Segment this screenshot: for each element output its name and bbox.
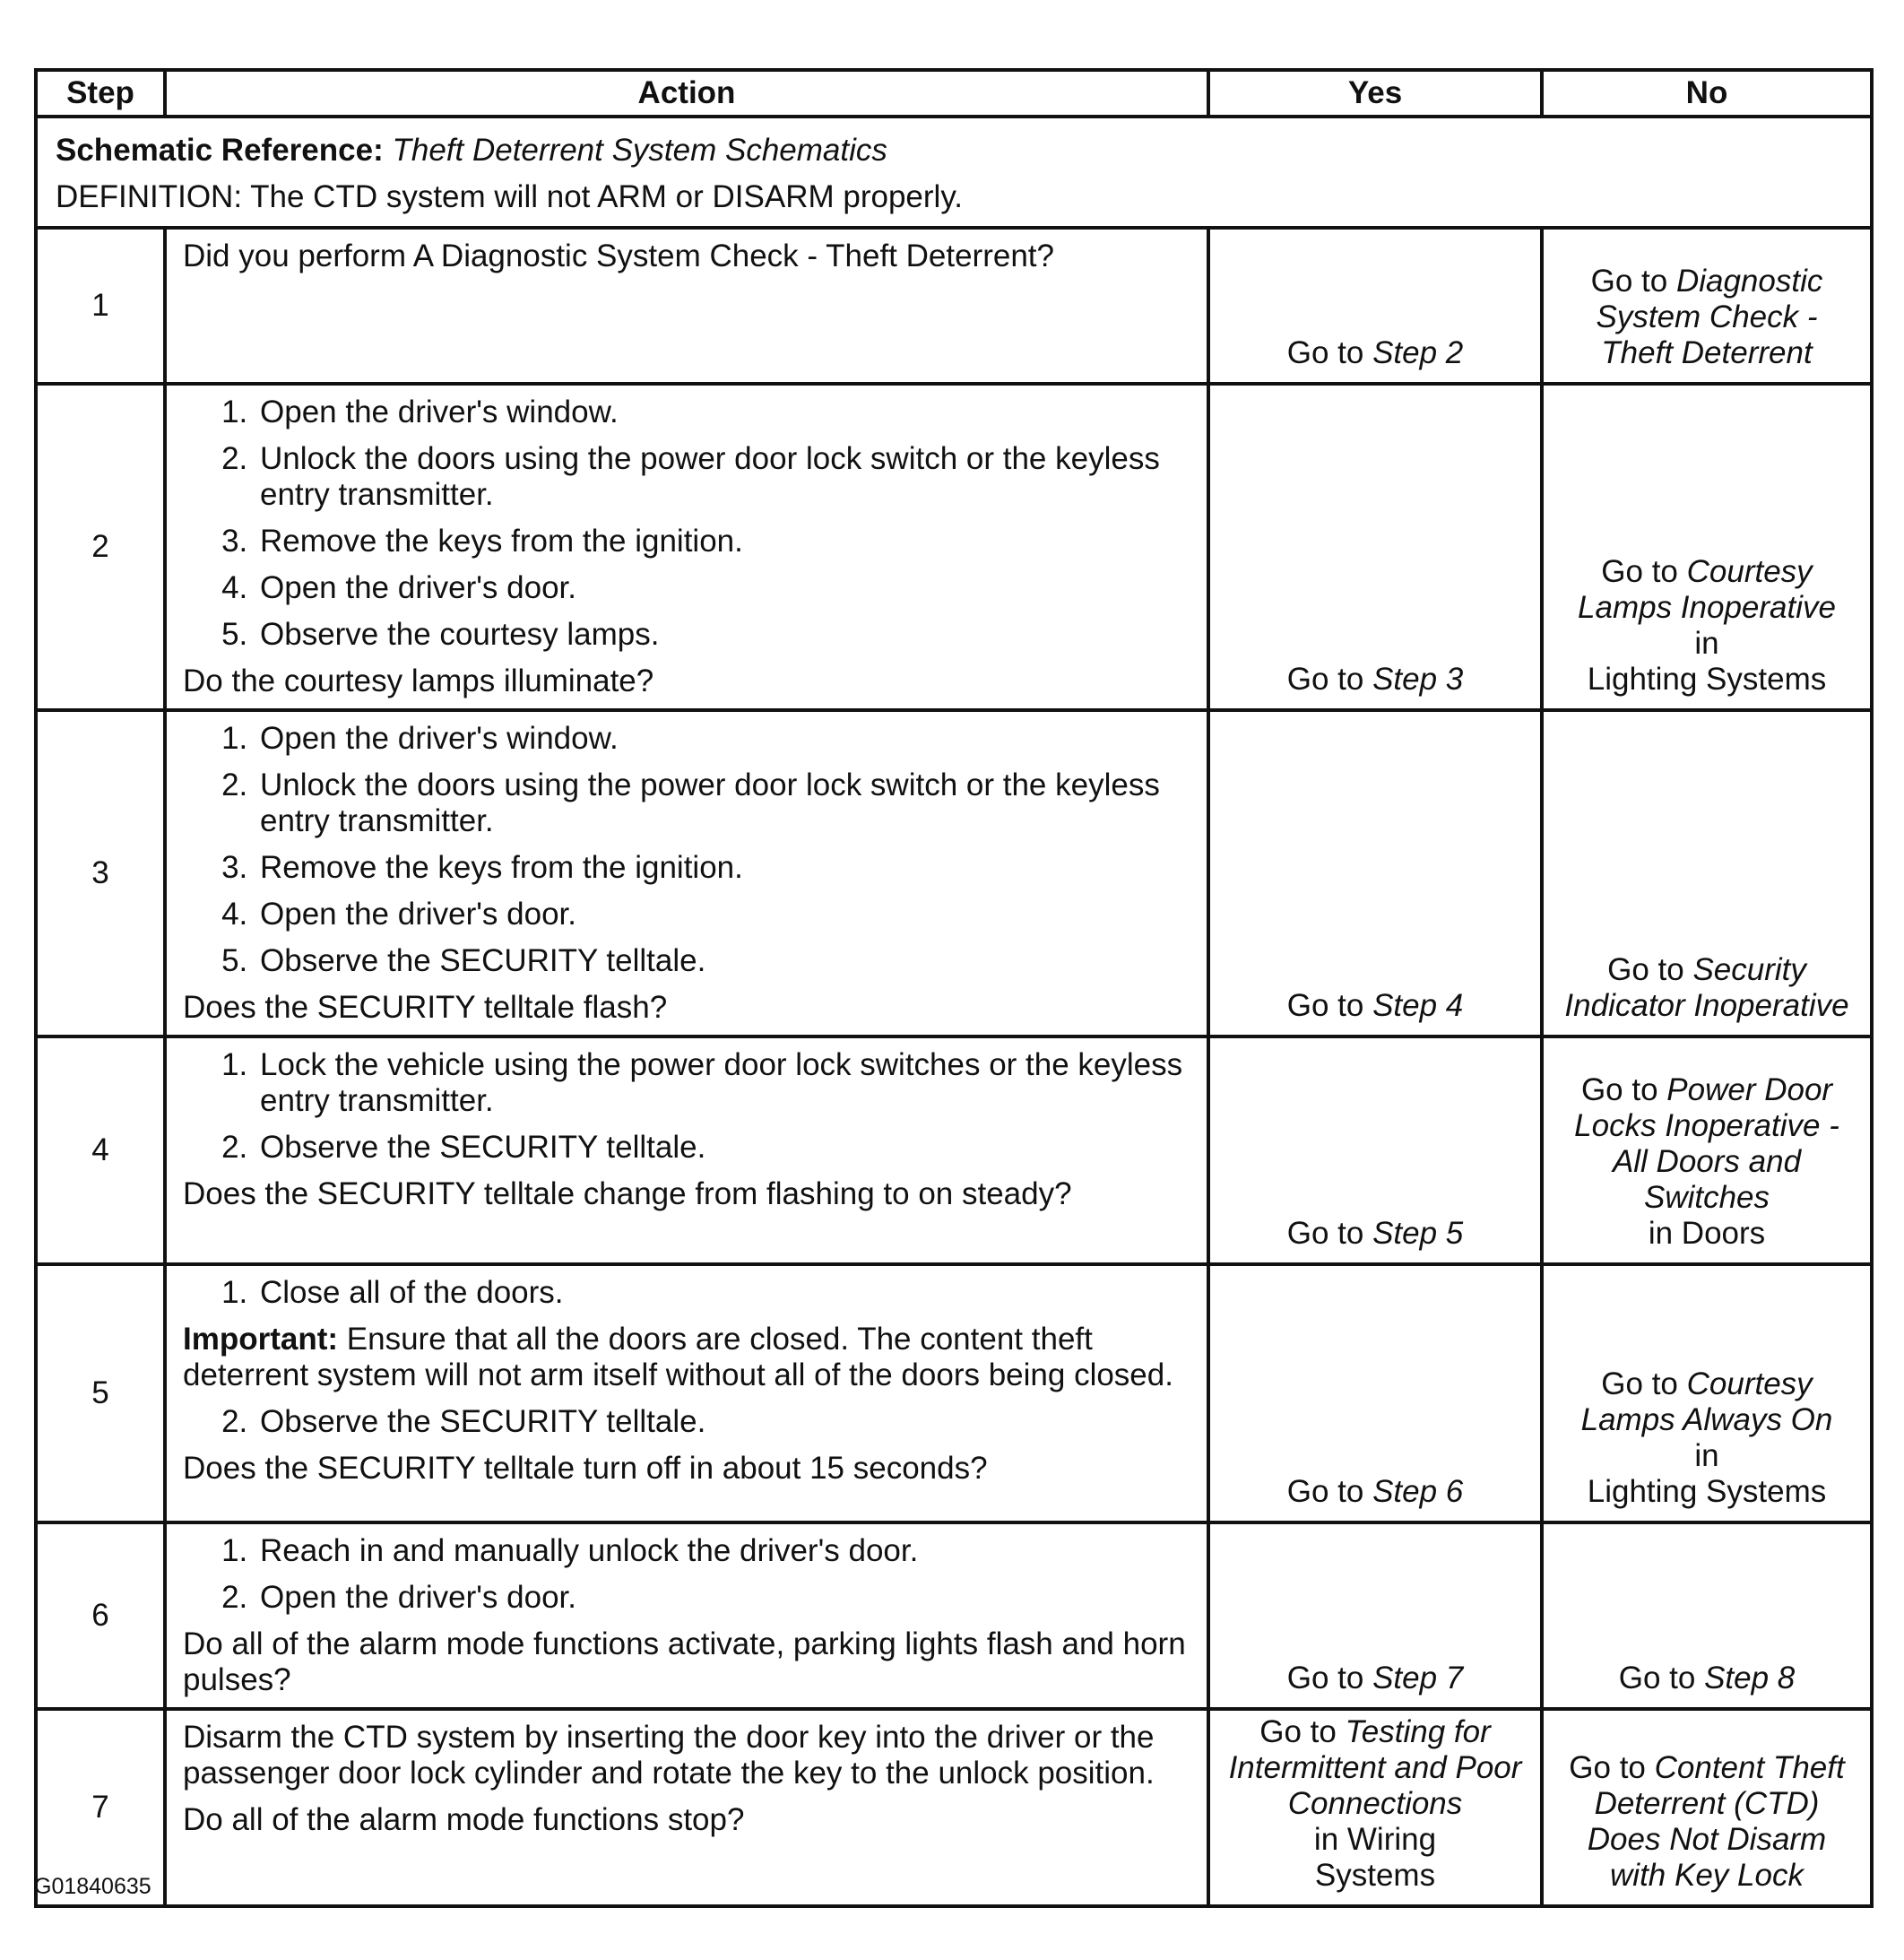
no-link[interactable]: Content Theft [1654, 1750, 1845, 1785]
schematic-label: Schematic Reference: [56, 133, 384, 168]
no-link[interactable]: System Check - [1596, 299, 1818, 334]
no-cell [1542, 384, 1872, 710]
no-link[interactable]: Lamps Always On [1580, 1402, 1833, 1437]
no-link[interactable]: Courtesy [1686, 1366, 1813, 1401]
no-line: Lighting Systems [1587, 1474, 1827, 1509]
yes-prefix: Go to [1286, 335, 1373, 370]
important-note [183, 1322, 1190, 1393]
action-cell [165, 1264, 1208, 1522]
yes-cell [1208, 384, 1542, 710]
no-link[interactable]: Indicator Inoperative [1564, 988, 1849, 1023]
list-item: 1. Open the driver's window. [256, 721, 1190, 757]
no-prefix: Go to [1580, 1072, 1667, 1107]
action-question: Do all of the alarm mode functions activate, parking lights flash and horn pulses? [183, 1626, 1186, 1697]
no-line: Lighting Systems [1587, 662, 1827, 697]
step-number: 4 [36, 1036, 165, 1264]
no-cell [1542, 1036, 1872, 1264]
table-row [36, 1522, 1872, 1709]
action-cell [165, 1036, 1208, 1264]
list-item: 2. Open the driver's door. [256, 1580, 1190, 1616]
no-prefix: Go to [1590, 264, 1676, 299]
yes-link[interactable]: Step 2 [1372, 335, 1464, 370]
list-item: 5. Observe the SECURITY telltale. [256, 943, 1190, 979]
list-item: 1. Reach in and manually unlock the driver's door. [256, 1533, 1190, 1569]
action-steps-list [183, 1275, 1190, 1311]
no-link[interactable]: with Key Lock [1610, 1858, 1804, 1893]
no-link[interactable]: Locks Inoperative - [1574, 1108, 1839, 1143]
yes-link[interactable]: Step 4 [1372, 988, 1464, 1023]
list-item: 1. Close all of the doors. [256, 1275, 1190, 1311]
schematic-value: Theft Deterrent System Schematics [392, 133, 887, 168]
table-row [36, 1036, 1872, 1264]
no-cell [1542, 710, 1872, 1036]
list-item: 4. Open the driver's door. [256, 897, 1190, 932]
action-text: Disarm the CTD system by inserting the door key into the driver or the passenger door lock cylinder and rotate the key to the unlock position. [183, 1720, 1155, 1791]
action-cell [165, 384, 1208, 710]
action-cell [165, 710, 1208, 1036]
list-item: 5. Observe the courtesy lamps. [256, 617, 1190, 653]
diagnostic-table [34, 68, 1874, 1908]
no-link[interactable]: Lamps Inoperative [1578, 590, 1836, 625]
yes-prefix: Go to [1259, 1714, 1346, 1749]
no-link[interactable]: Switches [1643, 1180, 1770, 1215]
table-row [36, 1709, 1872, 1906]
yes-link[interactable]: Step 6 [1372, 1474, 1464, 1509]
yes-prefix: Go to [1286, 662, 1373, 697]
table-row [36, 384, 1872, 710]
no-cell [1542, 1522, 1872, 1709]
no-prefix: Go to [1618, 1661, 1705, 1695]
schematic-reference-cell [36, 117, 1872, 228]
yes-link[interactable]: Step 3 [1372, 662, 1464, 697]
yes-link[interactable]: Intermittent and Poor [1228, 1750, 1522, 1785]
no-cell [1542, 1264, 1872, 1522]
step-number: 5 [36, 1264, 165, 1522]
yes-prefix: Go to [1286, 1474, 1373, 1509]
list-item: 3. Remove the keys from the ignition. [256, 850, 1190, 886]
yes-cell [1208, 1522, 1542, 1709]
list-item: 2. Observe the SECURITY telltale. [256, 1130, 1190, 1166]
yes-cell [1208, 710, 1542, 1036]
table-row [36, 1264, 1872, 1522]
yes-line: Systems [1314, 1858, 1436, 1893]
no-prefix: Go to [1601, 1366, 1687, 1401]
no-link[interactable]: All Doors and [1612, 1144, 1802, 1179]
no-prefix: Go to [1601, 554, 1687, 589]
no-link[interactable]: Diagnostic [1675, 264, 1823, 299]
header-step: Step [36, 70, 165, 117]
yes-link[interactable]: Step 7 [1372, 1661, 1464, 1695]
action-cell [165, 1522, 1208, 1709]
header-yes: Yes [1208, 70, 1542, 117]
header-no: No [1542, 70, 1872, 117]
action-cell [165, 228, 1208, 384]
action-question: Do the courtesy lamps illuminate? [183, 663, 654, 698]
list-item: 1. Open the driver's window. [256, 395, 1190, 430]
yes-cell [1208, 1036, 1542, 1264]
no-line: in [1694, 626, 1719, 661]
action-steps-list [183, 395, 1190, 653]
action-question: Did you perform A Diagnostic System Check - Theft Deterrent? [183, 238, 1054, 273]
figure-code: G01840635 [34, 1874, 151, 1899]
yes-link[interactable]: Step 5 [1372, 1216, 1464, 1251]
step-number: 3 [36, 710, 165, 1036]
step-number: 6 [36, 1522, 165, 1709]
yes-cell [1208, 1264, 1542, 1522]
yes-cell [1208, 1709, 1542, 1906]
no-cell [1542, 228, 1872, 384]
no-link[interactable]: Power Door [1666, 1072, 1833, 1107]
action-question: Does the SECURITY telltale change from flashing to on steady? [183, 1176, 1072, 1211]
no-link[interactable]: Courtesy [1686, 554, 1813, 589]
step-number: 2 [36, 384, 165, 710]
step-number: 1 [36, 228, 165, 384]
list-item: 2. Unlock the doors using the power door lock switch or the keyless entry transmitter. [256, 768, 1190, 839]
action-question: Does the SECURITY telltale turn off in about 15 seconds? [183, 1451, 988, 1486]
yes-cell [1208, 228, 1542, 384]
no-prefix: Go to [1607, 952, 1693, 987]
action-question: Does the SECURITY telltale flash? [183, 990, 668, 1025]
no-link[interactable]: Does Not Disarm [1587, 1822, 1827, 1857]
yes-prefix: Go to [1286, 1661, 1373, 1695]
table-row [36, 228, 1872, 384]
no-line: in Doors [1648, 1216, 1766, 1251]
important-label: Important: [183, 1322, 339, 1357]
list-item: 4. Open the driver's door. [256, 570, 1190, 606]
no-prefix: Go to [1569, 1750, 1655, 1785]
diagnostic-table-sheet [34, 68, 1870, 1908]
no-cell [1542, 1709, 1872, 1906]
no-link[interactable]: Security [1692, 952, 1806, 987]
list-item: 1. Lock the vehicle using the power door lock switches or the keyless entry transmitter. [256, 1047, 1190, 1119]
yes-prefix: Go to [1286, 1216, 1373, 1251]
yes-line: in Wiring [1313, 1822, 1437, 1857]
list-item: 2. Unlock the doors using the power door lock switch or the keyless entry transmitter. [256, 441, 1190, 513]
no-link[interactable]: Deterrent (CTD) [1594, 1786, 1820, 1821]
action-steps-list [183, 1047, 1190, 1166]
table-row [36, 710, 1872, 1036]
no-line: in [1694, 1438, 1719, 1473]
schematic-reference-row [36, 117, 1872, 228]
no-link[interactable]: Theft Deterrent [1601, 335, 1813, 370]
step-number: 7 [36, 1709, 165, 1906]
list-item: 2. Observe the SECURITY telltale. [256, 1404, 1190, 1440]
list-item: 3. Remove the keys from the ignition. [256, 524, 1190, 559]
yes-prefix: Go to [1286, 988, 1373, 1023]
action-steps-list [183, 1404, 1190, 1440]
yes-link[interactable]: Testing for [1345, 1714, 1491, 1749]
action-question: Do all of the alarm mode functions stop? [183, 1802, 745, 1837]
no-link[interactable]: Step 8 [1704, 1661, 1796, 1695]
action-steps-list [183, 1533, 1190, 1616]
yes-link[interactable]: Connections [1287, 1786, 1463, 1821]
action-cell [165, 1709, 1208, 1906]
definition-text: DEFINITION: The CTD system will not ARM or DISARM properly. [56, 179, 963, 214]
header-row [36, 70, 1872, 117]
important-text: Ensure that all the doors are closed. The content theft deterrent system will not arm itself without all of the doors being closed. [183, 1322, 1173, 1392]
header-action: Action [165, 70, 1208, 117]
action-steps-list [183, 721, 1190, 979]
